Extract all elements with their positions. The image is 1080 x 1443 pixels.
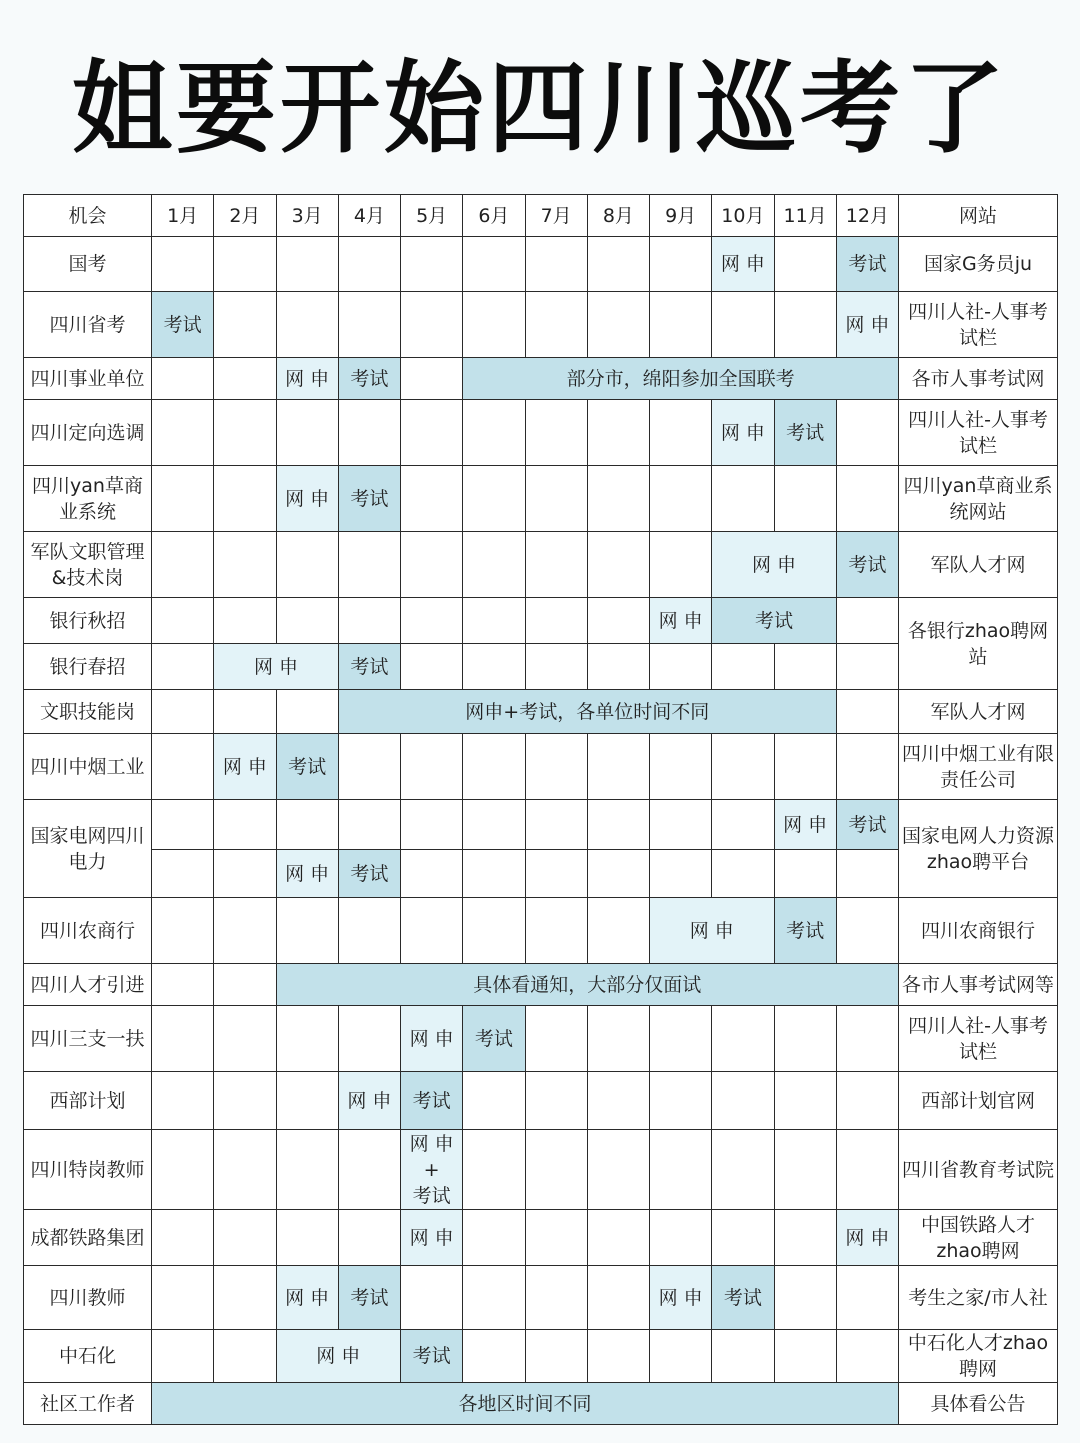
apply-cell: 网 申	[650, 598, 712, 644]
row-site: 四川人社-人事考试栏	[899, 400, 1058, 466]
empty-cell	[525, 850, 587, 898]
empty-cell	[214, 1266, 276, 1330]
empty-cell	[712, 466, 774, 532]
empty-cell	[276, 532, 338, 598]
empty-cell	[774, 466, 836, 532]
empty-cell	[712, 644, 774, 690]
table-row	[24, 598, 1058, 644]
empty-cell	[152, 1210, 214, 1266]
page-title: 姐要开始四川巡考了	[72, 50, 1008, 167]
empty-cell	[587, 1266, 649, 1330]
empty-cell	[650, 466, 712, 532]
empty-cell	[712, 800, 774, 850]
row-name: 国考	[24, 237, 152, 292]
exam-cell: 考试	[836, 237, 898, 292]
row-name: 成都铁路集团	[24, 1210, 152, 1266]
empty-cell	[214, 964, 276, 1006]
empty-cell	[712, 1072, 774, 1130]
exam-cell: 考试	[401, 1072, 463, 1130]
empty-cell	[214, 1006, 276, 1072]
row-site: 具体看公告	[899, 1383, 1058, 1425]
empty-cell	[587, 800, 649, 850]
apply-cell: 网 申	[712, 400, 774, 466]
exam-cell: 考试	[836, 800, 898, 850]
empty-cell	[214, 1210, 276, 1266]
empty-cell	[338, 292, 400, 358]
empty-cell	[152, 964, 214, 1006]
empty-cell	[214, 1072, 276, 1130]
empty-cell	[650, 532, 712, 598]
empty-cell	[836, 1330, 898, 1383]
header-month-11: 11月	[774, 195, 836, 237]
empty-cell	[152, 1006, 214, 1072]
empty-cell	[401, 1266, 463, 1330]
empty-cell	[463, 466, 525, 532]
empty-cell	[401, 598, 463, 644]
row-site: 军队人才网	[899, 690, 1058, 734]
row-site: 四川省教育考试院	[899, 1130, 1058, 1210]
empty-cell	[401, 532, 463, 598]
row-name: 四川中烟工业	[24, 734, 152, 800]
empty-cell	[338, 734, 400, 800]
empty-cell	[463, 1210, 525, 1266]
row-site: 考生之家/市人社	[899, 1266, 1058, 1330]
empty-cell	[401, 850, 463, 898]
apply-cell: 网 申	[712, 532, 837, 598]
empty-cell	[650, 1072, 712, 1130]
table-row	[24, 964, 1058, 1006]
empty-cell	[525, 1266, 587, 1330]
empty-cell	[587, 1330, 649, 1383]
empty-cell	[836, 850, 898, 898]
empty-cell	[463, 598, 525, 644]
empty-cell	[401, 466, 463, 532]
apply-cell: 网 申	[650, 898, 775, 964]
table-row	[24, 1006, 1058, 1072]
exam-cell: 考试	[338, 644, 400, 690]
empty-cell	[401, 237, 463, 292]
empty-cell	[525, 532, 587, 598]
empty-cell	[214, 690, 276, 734]
empty-cell	[401, 292, 463, 358]
empty-cell	[463, 800, 525, 850]
empty-cell	[214, 898, 276, 964]
empty-cell	[650, 1330, 712, 1383]
empty-cell	[836, 898, 898, 964]
empty-cell	[525, 466, 587, 532]
apply-cell: 网 申	[712, 237, 774, 292]
empty-cell	[463, 898, 525, 964]
row-site: 四川人社-人事考试栏	[899, 292, 1058, 358]
empty-cell	[463, 237, 525, 292]
empty-cell	[276, 1072, 338, 1130]
table-row	[24, 1383, 1058, 1425]
empty-cell	[152, 734, 214, 800]
exam-cell: 考试	[774, 400, 836, 466]
row-site: 各银行zhao聘网站	[899, 598, 1058, 690]
header-month-9: 9月	[650, 195, 712, 237]
empty-cell	[712, 1006, 774, 1072]
row-name: 中石化	[24, 1330, 152, 1383]
empty-cell	[152, 800, 214, 850]
empty-cell	[774, 850, 836, 898]
empty-cell	[214, 532, 276, 598]
row-name: 四川人才引进	[24, 964, 152, 1006]
empty-cell	[338, 800, 400, 850]
empty-cell	[152, 400, 214, 466]
empty-cell	[836, 466, 898, 532]
row-name: 四川省考	[24, 292, 152, 358]
empty-cell	[401, 358, 463, 400]
row-site: 国家电网人力资源zhao聘平台	[899, 800, 1058, 898]
empty-cell	[276, 1130, 338, 1210]
exam-cell: 网申+考试，各单位时间不同	[338, 690, 836, 734]
empty-cell	[712, 1130, 774, 1210]
empty-cell	[836, 1130, 898, 1210]
apply-cell: 网 申	[338, 1072, 400, 1130]
empty-cell	[152, 898, 214, 964]
empty-cell	[587, 237, 649, 292]
empty-cell	[836, 598, 898, 644]
empty-cell	[525, 400, 587, 466]
empty-cell	[836, 690, 898, 734]
empty-cell	[836, 1006, 898, 1072]
empty-cell	[401, 400, 463, 466]
empty-cell	[463, 292, 525, 358]
header-month-5: 5月	[401, 195, 463, 237]
empty-cell	[587, 850, 649, 898]
empty-cell	[650, 1006, 712, 1072]
empty-cell	[587, 1130, 649, 1210]
empty-cell	[338, 532, 400, 598]
empty-cell	[214, 466, 276, 532]
empty-cell	[525, 898, 587, 964]
empty-cell	[152, 850, 214, 898]
empty-cell	[525, 598, 587, 644]
apply-cell: 网 申	[650, 1266, 712, 1330]
row-name: 四川事业单位	[24, 358, 152, 400]
header-site: 网站	[899, 195, 1058, 237]
exam-cell: 考试	[276, 734, 338, 800]
exam-cell: 考试	[836, 532, 898, 598]
empty-cell	[214, 292, 276, 358]
empty-cell	[338, 400, 400, 466]
row-name: 四川特岗教师	[24, 1130, 152, 1210]
empty-cell	[774, 292, 836, 358]
empty-cell	[463, 1330, 525, 1383]
header-month-8: 8月	[587, 195, 649, 237]
empty-cell	[836, 644, 898, 690]
apply-cell: 网 申	[836, 292, 898, 358]
empty-cell	[401, 898, 463, 964]
empty-cell	[774, 237, 836, 292]
exam-cell: 考试	[338, 358, 400, 400]
apply-cell: 网 申	[401, 1210, 463, 1266]
empty-cell	[214, 850, 276, 898]
table-row	[24, 1072, 1058, 1130]
empty-cell	[774, 1130, 836, 1210]
empty-cell	[276, 690, 338, 734]
empty-cell	[214, 1130, 276, 1210]
empty-cell	[214, 1330, 276, 1383]
row-name: 银行春招	[24, 644, 152, 690]
row-name: 四川三支一扶	[24, 1006, 152, 1072]
exam-cell: 考试	[152, 292, 214, 358]
table-row	[24, 898, 1058, 964]
empty-cell	[774, 1210, 836, 1266]
row-name: 军队文职管理&技术岗	[24, 532, 152, 598]
empty-cell	[712, 850, 774, 898]
empty-cell	[587, 734, 649, 800]
exam-cell: 考试	[463, 1006, 525, 1072]
empty-cell	[463, 850, 525, 898]
row-site: 四川yan草商业系统网站	[899, 466, 1058, 532]
row-site: 西部计划官网	[899, 1072, 1058, 1130]
exam-cell: 考试	[712, 1266, 774, 1330]
empty-cell	[463, 1266, 525, 1330]
empty-cell	[214, 237, 276, 292]
empty-cell	[525, 292, 587, 358]
empty-cell	[836, 400, 898, 466]
empty-cell	[525, 237, 587, 292]
row-name: 银行秋招	[24, 598, 152, 644]
row-name: 西部计划	[24, 1072, 152, 1130]
empty-cell	[587, 598, 649, 644]
apply-cell: 网 申	[836, 1210, 898, 1266]
exam-cell: 具体看通知，大部分仅面试	[276, 964, 899, 1006]
header-month-12: 12月	[836, 195, 898, 237]
empty-cell	[774, 644, 836, 690]
empty-cell	[463, 1130, 525, 1210]
empty-cell	[587, 898, 649, 964]
empty-cell	[152, 532, 214, 598]
table-row	[24, 690, 1058, 734]
empty-cell	[712, 734, 774, 800]
empty-cell	[650, 644, 712, 690]
empty-cell	[525, 644, 587, 690]
empty-cell	[525, 1130, 587, 1210]
table-row	[24, 532, 1058, 598]
empty-cell	[152, 1330, 214, 1383]
empty-cell	[712, 292, 774, 358]
empty-cell	[836, 734, 898, 800]
empty-cell	[650, 237, 712, 292]
empty-cell	[152, 1130, 214, 1210]
empty-cell	[587, 1072, 649, 1130]
empty-cell	[401, 800, 463, 850]
empty-cell	[338, 1210, 400, 1266]
empty-cell	[836, 1072, 898, 1130]
table-row	[24, 1330, 1058, 1383]
header-month-7: 7月	[525, 195, 587, 237]
empty-cell	[338, 1130, 400, 1210]
empty-cell	[587, 466, 649, 532]
empty-cell	[463, 734, 525, 800]
empty-cell	[774, 1330, 836, 1383]
empty-cell	[712, 1330, 774, 1383]
empty-cell	[774, 1006, 836, 1072]
empty-cell	[650, 850, 712, 898]
empty-cell	[401, 734, 463, 800]
header-first: 机会	[24, 195, 152, 237]
row-site: 四川中烟工业有限责任公司	[899, 734, 1058, 800]
table-row	[24, 358, 1058, 400]
empty-cell	[587, 1006, 649, 1072]
exam-cell: 考试	[338, 850, 400, 898]
empty-cell	[712, 1210, 774, 1266]
apply-cell: 网 申	[276, 466, 338, 532]
empty-cell	[338, 1006, 400, 1072]
header-month-1: 1月	[152, 195, 214, 237]
empty-cell	[338, 598, 400, 644]
empty-cell	[525, 1210, 587, 1266]
header-row	[24, 195, 1058, 237]
exam-cell: 考试	[712, 598, 837, 644]
empty-cell	[525, 800, 587, 850]
row-site: 各市人事考试网	[899, 358, 1058, 400]
empty-cell	[214, 800, 276, 850]
row-site: 各市人事考试网等	[899, 964, 1058, 1006]
empty-cell	[276, 800, 338, 850]
apply-cell: 网 申	[774, 800, 836, 850]
empty-cell	[214, 358, 276, 400]
table-row	[24, 1210, 1058, 1266]
apply-cell: 网 申	[276, 1266, 338, 1330]
empty-cell	[587, 292, 649, 358]
row-site: 军队人才网	[899, 532, 1058, 598]
row-name: 四川教师	[24, 1266, 152, 1330]
table-row	[24, 1130, 1058, 1210]
empty-cell	[774, 1266, 836, 1330]
empty-cell	[650, 734, 712, 800]
table-row	[24, 400, 1058, 466]
exam-cell: 考试	[338, 1266, 400, 1330]
empty-cell	[152, 690, 214, 734]
empty-cell	[214, 400, 276, 466]
apply-cell: 网 申	[276, 1330, 401, 1383]
row-name: 四川农商行	[24, 898, 152, 964]
row-site: 国家G务员ju	[899, 237, 1058, 292]
table-row	[24, 734, 1058, 800]
table-row	[24, 292, 1058, 358]
row-site: 四川人社-人事考试栏	[899, 1006, 1058, 1072]
empty-cell	[152, 644, 214, 690]
header-month-3: 3月	[276, 195, 338, 237]
row-name: 国家电网四川电力	[24, 800, 152, 898]
table-row	[24, 237, 1058, 292]
empty-cell	[338, 898, 400, 964]
exam-cell: 各地区时间不同	[152, 1383, 899, 1425]
row-name: 四川定向选调	[24, 400, 152, 466]
table-row	[24, 800, 1058, 850]
empty-cell	[587, 1210, 649, 1266]
empty-cell	[152, 1072, 214, 1130]
empty-cell	[650, 292, 712, 358]
row-name: 四川yan草商业系统	[24, 466, 152, 532]
apply-cell: 网 申	[276, 358, 338, 400]
empty-cell	[276, 237, 338, 292]
empty-cell	[152, 358, 214, 400]
apply-cell: 网 申	[401, 1006, 463, 1072]
table-row	[24, 1266, 1058, 1330]
empty-cell	[463, 400, 525, 466]
empty-cell	[338, 237, 400, 292]
empty-cell	[276, 292, 338, 358]
row-site: 四川农商银行	[899, 898, 1058, 964]
empty-cell	[525, 1072, 587, 1130]
row-site: 中石化人才zhao聘网	[899, 1330, 1058, 1383]
empty-cell	[401, 644, 463, 690]
empty-cell	[276, 1006, 338, 1072]
empty-cell	[836, 1266, 898, 1330]
empty-cell	[152, 598, 214, 644]
empty-cell	[276, 898, 338, 964]
exam-cell: 考试	[338, 466, 400, 532]
empty-cell	[525, 1330, 587, 1383]
row-name: 文职技能岗	[24, 690, 152, 734]
exam-schedule-table	[23, 194, 1058, 1425]
row-name: 社区工作者	[24, 1383, 152, 1425]
empty-cell	[525, 734, 587, 800]
empty-cell	[152, 1266, 214, 1330]
exam-cell: 考试	[401, 1330, 463, 1383]
empty-cell	[587, 532, 649, 598]
header-month-6: 6月	[463, 195, 525, 237]
header-month-2: 2月	[214, 195, 276, 237]
apply-cell: 网 申	[276, 850, 338, 898]
exam-cell: 考试	[774, 898, 836, 964]
empty-cell	[650, 1210, 712, 1266]
exam-cell: 部分市，绵阳参加全国联考	[463, 358, 899, 400]
empty-cell	[276, 400, 338, 466]
empty-cell	[650, 800, 712, 850]
empty-cell	[152, 237, 214, 292]
row-site: 中国铁路人才zhao聘网	[899, 1210, 1058, 1266]
empty-cell	[587, 400, 649, 466]
empty-cell	[463, 1072, 525, 1130]
apply-cell: 网 申	[214, 644, 339, 690]
empty-cell	[152, 466, 214, 532]
header-month-4: 4月	[338, 195, 400, 237]
table-row	[24, 466, 1058, 532]
empty-cell	[276, 598, 338, 644]
apply-cell: 网 申	[214, 734, 276, 800]
empty-cell	[276, 1210, 338, 1266]
empty-cell	[463, 644, 525, 690]
header-month-10: 10月	[712, 195, 774, 237]
empty-cell	[650, 400, 712, 466]
empty-cell	[650, 1130, 712, 1210]
empty-cell	[214, 598, 276, 644]
empty-cell	[774, 734, 836, 800]
apply-cell: 网 申 + 考试	[401, 1130, 463, 1210]
empty-cell	[587, 644, 649, 690]
empty-cell	[525, 1006, 587, 1072]
empty-cell	[463, 532, 525, 598]
empty-cell	[774, 1072, 836, 1130]
